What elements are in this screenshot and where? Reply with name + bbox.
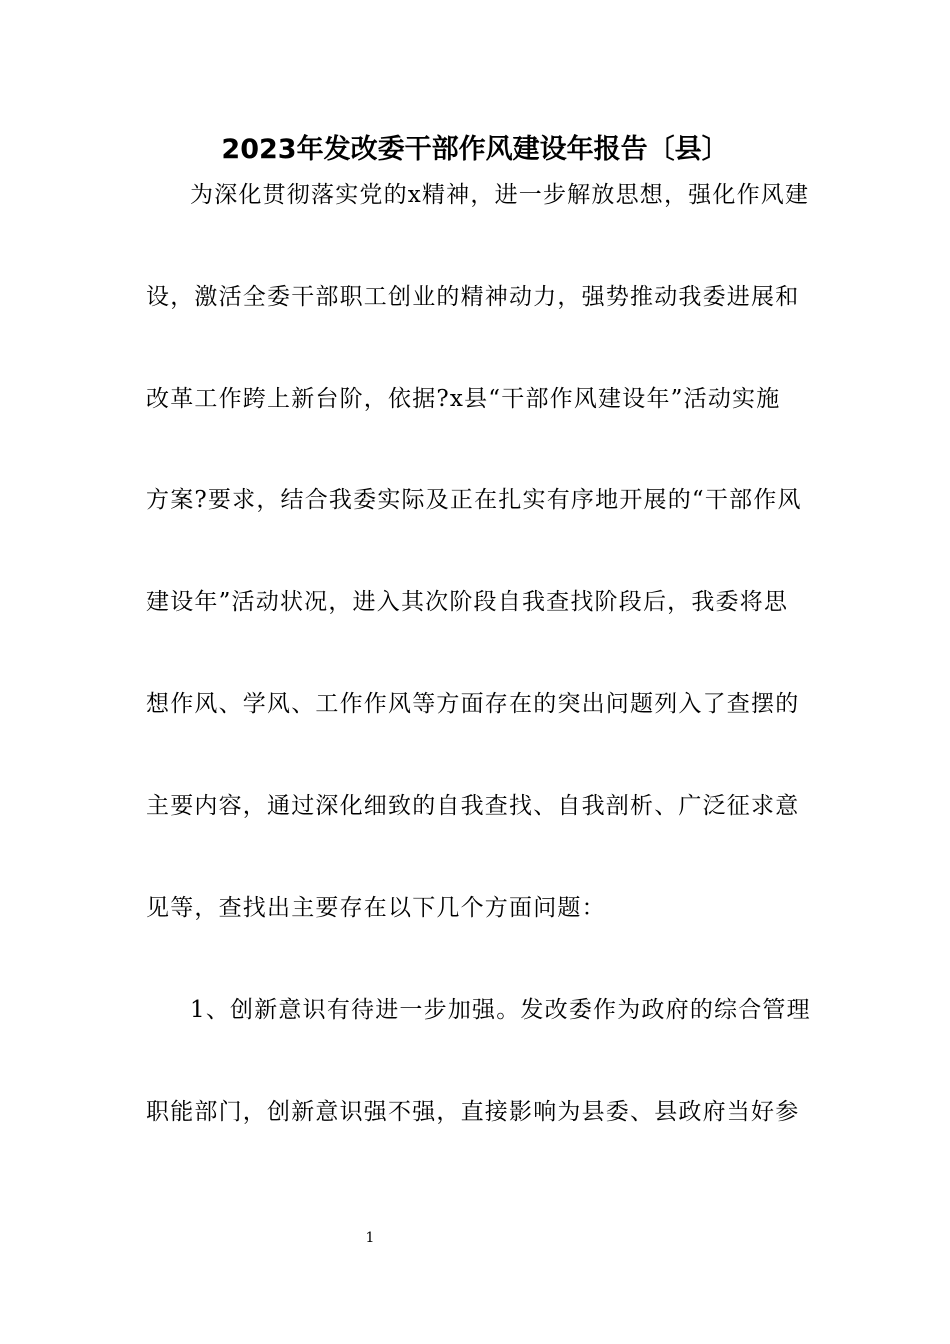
paragraph-line: 见等，查找出主要存在以下几个方面问题： [146, 895, 606, 921]
paragraph-line: 建设年”活动状况，进入其次阶段自我查找阶段后，我委将思 [146, 589, 789, 615]
paragraph-line: 设，激活全委干部职工创业的精神动力，强势推动我委进展和 [146, 284, 800, 310]
paragraph-line: 为深化贯彻落实党的x精神，进一步解放思想，强化作风建 [190, 182, 810, 208]
paragraph-line: 改革工作跨上新台阶，依据?x县“干部作风建设年”活动实施 [146, 386, 781, 412]
paragraph-line: 想作风、学风、工作作风等方面存在的突出问题列入了查摆的 [146, 691, 800, 717]
paragraph-line: 职能部门，创新意识强不强，直接影响为县委、县政府当好参 [146, 1099, 800, 1125]
page-number: 1 [365, 1230, 375, 1246]
paragraph-line: 主要内容，通过深化细致的自我查找、自我剖析、广泛征求意 [146, 793, 800, 819]
paragraph-line: 1、创新意识有待进一步加强。发改委作为政府的综合管理 [190, 997, 811, 1023]
document-title: 2023年发改委干部作风建设年报告〔县〕 [221, 134, 729, 165]
paragraph-line: 方案?要求，结合我委实际及正在扎实有序地开展的“干部作风 [146, 487, 802, 513]
